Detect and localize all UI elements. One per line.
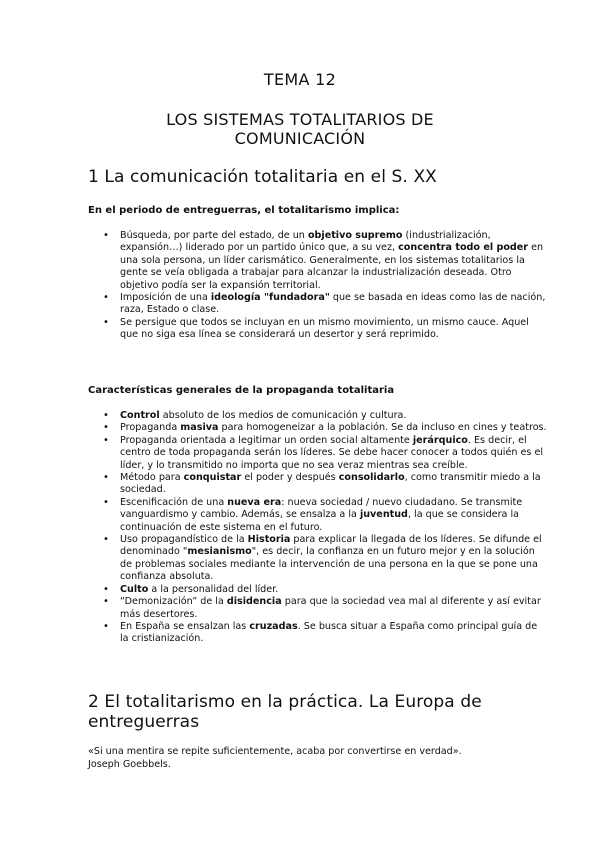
item-text: , como transmitir miedo a la sociedad.	[120, 472, 541, 496]
item-text: Uso propagandístico de la	[120, 534, 248, 546]
item-text: para explicar la llegada de los líderes. Se difunde el denominado "	[120, 534, 542, 558]
bold-term: Historia	[247, 534, 291, 546]
quote-text: «Si una mentira se repite suficientemente, acaba por convertirse en verdad».	[88, 746, 462, 757]
topic-number: TEMA 12	[263, 70, 337, 89]
list-item	[120, 230, 548, 292]
bold-term: mesianismo	[187, 546, 252, 558]
item-text: el poder y después	[241, 472, 339, 484]
bold-term: disidencia	[226, 596, 282, 608]
title-line-1: LOS SISTEMAS TOTALITARIOS DE	[166, 110, 434, 129]
list-item	[120, 422, 548, 434]
goebbels-quote	[88, 746, 518, 772]
item-text: Búsqueda, por parte del estado, de un	[120, 230, 308, 241]
bold-term: ideología "fundadora"	[210, 292, 330, 304]
item-text: Método para	[120, 472, 184, 484]
list-item	[120, 292, 548, 317]
item-text: absoluto de los medios de comunicación y cultura.	[159, 410, 407, 421]
list-item	[120, 497, 548, 534]
bold-term: cruzadas	[249, 620, 298, 632]
item-text: Propaganda orientada a legitimar un orden social altamente	[120, 434, 413, 446]
propaganda-features-list	[88, 410, 548, 646]
section-1-heading: 1 La comunicación totalitaria en el S. XX	[88, 167, 437, 187]
bold-term: objetivo supremo	[307, 230, 403, 241]
item-text: ", es decir, la confianza en un futuro mejor y en la solución de problemas sociales mediante la intervención de una persona en la que se pone una confianza absoluta.	[120, 546, 538, 583]
list-item	[120, 317, 548, 342]
bold-term: concentra todo el poder	[398, 242, 529, 254]
title-line-2: COMUNICACIÓN	[234, 129, 366, 148]
document-title	[0, 110, 600, 148]
item-text: . Es decir, el centro de toda propaganda serán los líderes. Se debe hacer conocer a todos quién es el líder, y lo transmitido no importa que no sea veraz mientras sea creíble.	[120, 434, 544, 471]
propaganda-subheading: Características generales de la propaganda totalitaria	[88, 385, 395, 396]
section-1-subheading: En el periodo de entreguerras, el totalitarismo implica:	[88, 205, 400, 216]
item-text: Se persigue que todos se incluyan en un mismo movimiento, un mismo cauce. Aquel que no siga esa línea se considerará un desertor y será reprimido.	[120, 316, 529, 341]
section-2-heading: 2 El totalitarismo en la práctica. La Europa de entreguerras	[88, 692, 482, 732]
bold-term: consolidarlo	[338, 472, 405, 484]
bold-term: Control	[120, 410, 160, 421]
list-item	[120, 435, 548, 472]
bold-term: jerárquico	[412, 434, 468, 446]
item-text: Propaganda	[120, 422, 181, 434]
bold-term: nueva era	[227, 496, 282, 508]
item-text: que se basada en ideas como las de nación, raza, Estado o clase.	[120, 292, 546, 316]
item-text: , la que se considera la continuación de este sistema en el futuro.	[120, 509, 520, 533]
list-item	[120, 534, 548, 584]
item-text: para que la sociedad vea mal al diferente y así evitar más desertores.	[120, 596, 541, 620]
bold-term: Culto	[120, 583, 149, 595]
item-text: Escenificación de una	[120, 496, 228, 508]
bold-term: conquistar	[183, 472, 242, 484]
item-text: : nueva sociedad / nuevo ciudadano. Se transmite vanguardismo y cambio. Además, se ensalza a la	[120, 496, 523, 521]
list-item	[120, 596, 548, 621]
item-text: para homogeneizar a la población. Se da incluso en cines y teatros.	[218, 422, 547, 434]
item-text: a la personalidad del líder.	[148, 583, 279, 595]
bold-term: masiva	[180, 422, 219, 434]
item-text: En España se ensalzan las	[120, 620, 250, 632]
item-text: en una sola persona, un líder carismático. Generalmente, en los sistemas totalitarios la gente se veía obligada a trabajar para alcanzar la industrialización deseada. Otro objetivo podía ser la expansión territorial.	[120, 242, 544, 291]
item-text: Imposición de una	[120, 292, 211, 304]
list-item	[120, 621, 548, 646]
list-item	[120, 584, 548, 596]
list-item	[120, 410, 548, 422]
totalitarianism-list	[88, 230, 548, 342]
item-text: . Se busca situar a España como principal guía de la cristianización.	[120, 620, 538, 645]
item-text: “Demonización” de la	[120, 596, 227, 608]
bold-term: juventud	[359, 509, 408, 521]
quote-author: Joseph Goebbels.	[88, 758, 171, 770]
list-item	[120, 472, 548, 497]
item-text: (industrialización, expansión…) liderado por un partido único que, a su vez,	[120, 230, 491, 254]
